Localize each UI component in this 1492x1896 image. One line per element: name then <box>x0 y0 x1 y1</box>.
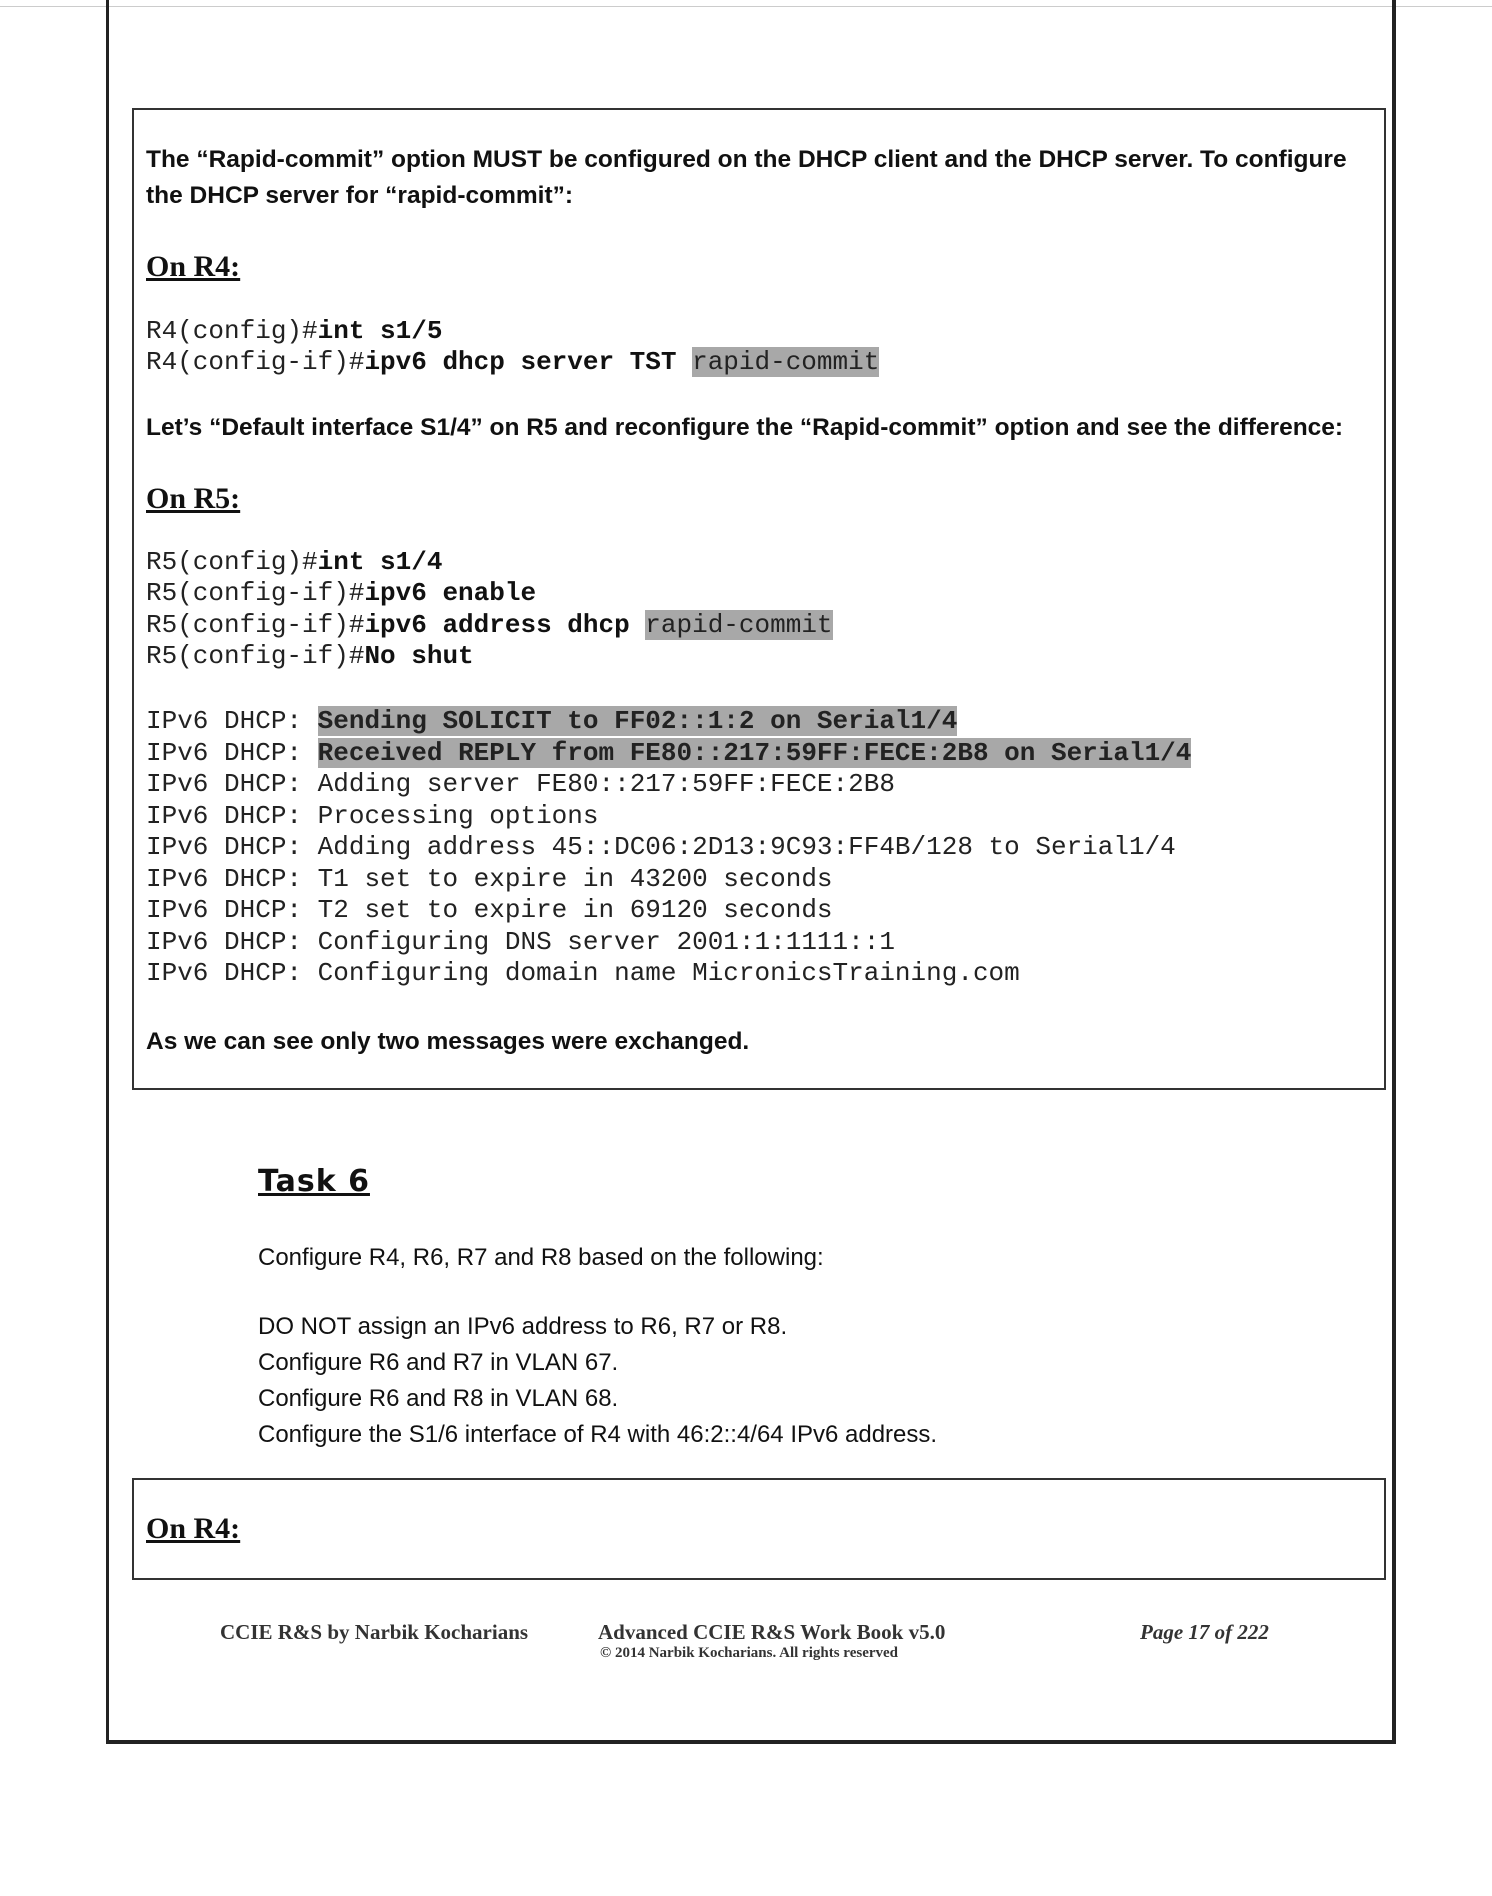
log-prefix: IPv6 DHCP: <box>146 737 318 768</box>
command: ipv6 dhcp server TST <box>364 347 693 378</box>
task-item: Configure R6 and R7 in VLAN 67. <box>258 1349 619 1376</box>
prompt: R5(config)# <box>146 547 318 577</box>
log-prefix: IPv6 DHCP: <box>146 769 318 799</box>
log-line: Configuring domain name MicronicsTraining.com <box>317 958 1020 988</box>
highlighted-keyword: rapid-commit <box>645 609 833 640</box>
log-line: Processing options <box>317 800 599 831</box>
prompt: R4(config-if)# <box>146 347 365 378</box>
prompt: R5(config-if)# <box>146 578 365 609</box>
debug-log <box>146 706 1191 990</box>
footer-copyright: © 2014 Narbik Kocharians. All rights reserved <box>600 1645 899 1661</box>
command: int s1/5 <box>317 316 443 346</box>
prompt: R4(config)# <box>146 316 318 346</box>
log-line: Configuring DNS server 2001:1:1111::1 <box>317 926 895 957</box>
task-item: Configure R6 and R8 in VLAN 68. <box>258 1385 619 1412</box>
r5-heading: On R5: <box>146 482 241 515</box>
command: ipv6 enable <box>364 578 537 609</box>
log-prefix: IPv6 DHCP: <box>146 895 318 925</box>
command: No shut <box>364 641 474 672</box>
task-intro: Configure R4, R6, R7 and R8 based on the following: <box>258 1244 824 1271</box>
conclusion-text: As we can see only two messages were exchanged. <box>146 1028 750 1055</box>
task-item: DO NOT assign an IPv6 address to R6, R7 or R8. <box>258 1313 788 1340</box>
intro-paragraph: The “Rapid-commit” option MUST be configured on the DHCP client and the DHCP server. To configure the DHCP server for “rapid-commit”: <box>146 146 1347 209</box>
footer-page-number: Page 17 of 222 <box>1140 1620 1269 1644</box>
middle-paragraph: Let’s “Default interface S1/4” on R5 and reconfigure the “Rapid-commit” option and see the difference: <box>146 414 1344 441</box>
log-line-highlighted: Sending SOLICIT to FF02::1:2 on Serial1/4 <box>317 706 958 736</box>
solution-box-next <box>132 1478 1386 1580</box>
log-line: T1 set to expire in 43200 seconds <box>317 863 833 894</box>
task-requirements <box>258 1309 937 1453</box>
prompt: R5(config-if)# <box>146 609 365 640</box>
log-line-highlighted: Received REPLY from FE80::217:59FF:FECE:2B8 on Serial1/4 <box>317 737 1192 768</box>
highlighted-keyword: rapid-commit <box>692 347 880 378</box>
log-prefix: IPv6 DHCP: <box>146 706 318 736</box>
prompt: R5(config-if)# <box>146 641 365 672</box>
log-prefix: IPv6 DHCP: <box>146 926 318 957</box>
r4-heading: On R4: <box>146 250 241 283</box>
r5-config-block <box>146 547 833 673</box>
log-line: T2 set to expire in 69120 seconds <box>317 895 833 925</box>
footer-author: CCIE R&S by Narbik Kocharians <box>220 1620 529 1644</box>
log-prefix: IPv6 DHCP: <box>146 800 318 831</box>
footer-book-title: Advanced CCIE R&S Work Book v5.0 <box>598 1620 946 1644</box>
command: int s1/4 <box>317 547 443 577</box>
task-title: Task 6 <box>258 1164 370 1199</box>
command: ipv6 address dhcp <box>364 609 646 640</box>
r4-heading-next: On R4: <box>146 1512 241 1545</box>
log-prefix: IPv6 DHCP: <box>146 958 318 988</box>
footer-center <box>598 1620 1018 1662</box>
task-item: Configure the S1/6 interface of R4 with 46:2::4/64 IPv6 address. <box>258 1421 938 1448</box>
log-line: Adding address 45::DC06:2D13:9C93:FF4B/128 to Serial1/4 <box>317 832 1176 862</box>
r4-config-block <box>146 316 879 379</box>
log-prefix: IPv6 DHCP: <box>146 832 318 862</box>
log-prefix: IPv6 DHCP: <box>146 863 318 894</box>
log-line: Adding server FE80::217:59FF:FECE:2B8 <box>317 769 895 799</box>
